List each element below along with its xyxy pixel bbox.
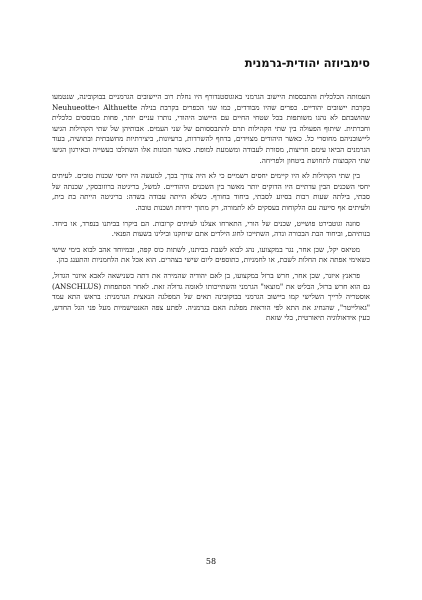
- paragraph-5: פראנץ איזנר, שכן אחר, חרש ברזל במקצועו, בן לאם יהודיה שהמירה את דתה כשנישאה לאבא איזנר הגדול, גם הוא חרש ברזל, הבליט את "מוצאו" הגרמני והשתייכותו לאומה גדולה זאת. לאחר הסתפחות (ANSCHLUS) אוסטריה לרייך השלישי קמו ביישוב הגרמני בבוקובינה תאים של המפלגה הנאצית הגרמנית: בראש התא עמד "גאולייטר", שהנחיג את התא לפי הוראות מפלגת האם בגרמניה. לפתע צפה האנטישמיות מעל פני הגל החדש, כעין אידאולוגיה תיאורטית, בלי שזאת: [52, 270, 370, 323]
- paragraph-3: סוזנה וגוטבירט פושייט, שכנים של הורי, התארחו אצלנו לעיתים קרובות. הם ביקרו בביתנו בנפרד, או ביחד. בנותיהם, וביחוד הבת הבכורה ונדה, השתייכו לחוג הילדים אתם שיחקנו ובילינו בשעות הפנאי.: [52, 218, 370, 239]
- paragraph-2: בין שתי הקהילות לא היו קיימים יחסים רשמיים כי לא היה צורך בכך, למעשה היו יחסי שכנות טובים. לעיתים יחסי השכנים הבין עדתיים היו הדוקים יותר מאשר בין השכנים היהודיים. למשל, בריגיטה ברוזובסקי, שכנתה של סבתי, בילתה שעות רבות בסיוע לסבתי, ביחוד בחורף. כשלא הייתה עבודה בשדה: בריגיטה הייתה בת בית, ולעיתים אף סייעה עם הלקוחות בעסקים לא לתמורה, רק מתוך ידידות ושכנות טובה.: [52, 171, 370, 212]
- paragraph-1: העמותה הכלכלית והתבססות היישוב הגרמני באוגוסטנדורף היו נחלת רוב היישובים הגרמניים בבוקובינה, שנטמעו בקרבת יישובים יהודיים. כפרים שהיו מבודדים, כמו שני הכפרים בקרבת בנילה Althuette ו-Neuhueotte שהושבתם לא נהנו משותפות בכל שטחי החיים עם היישוב היהודי, נותרו עניים יותר, פחות מבוססים כלכלית וחברתית. שיתוף הפעולה בין שתי הקהילות תרם להתבססותם של שני העמים. אבותיהן של שתי הקהילות הגיעו ליישובניהם מחוסרי כל. כאשר היהודים מצוידים, בדחף להשרדות, ברעיונות, ביצירתיות מחשבתית ובתושיה, בעוד הגרמנים הביאו עימם חריצות, מסורת לעבודה ומשמעת למופת. כאשר תכונות אלו השתלבו בעשייה ובאירגון הגיעו שתי הקבוצות לתחושת ביטחון ולפריחה.: [52, 92, 370, 165]
- page-number: 58: [205, 557, 217, 566]
- paragraph-4: מטיאס יקל, שכן אחר, נגר במקצועו, נהג לבוא לשבת בביתנו, לשתות כוס קפה, ובמיוחד אהב לבוא בימי שישי כשאימי אפתה את החלות לשבת, או לחמניות, כתוספים ליום שישי בצהרים. הוא אכל את הלחמניות והתענג בהן.: [52, 244, 370, 265]
- chapter-title: סימביוזה יהודית-גרמנית: [244, 56, 370, 70]
